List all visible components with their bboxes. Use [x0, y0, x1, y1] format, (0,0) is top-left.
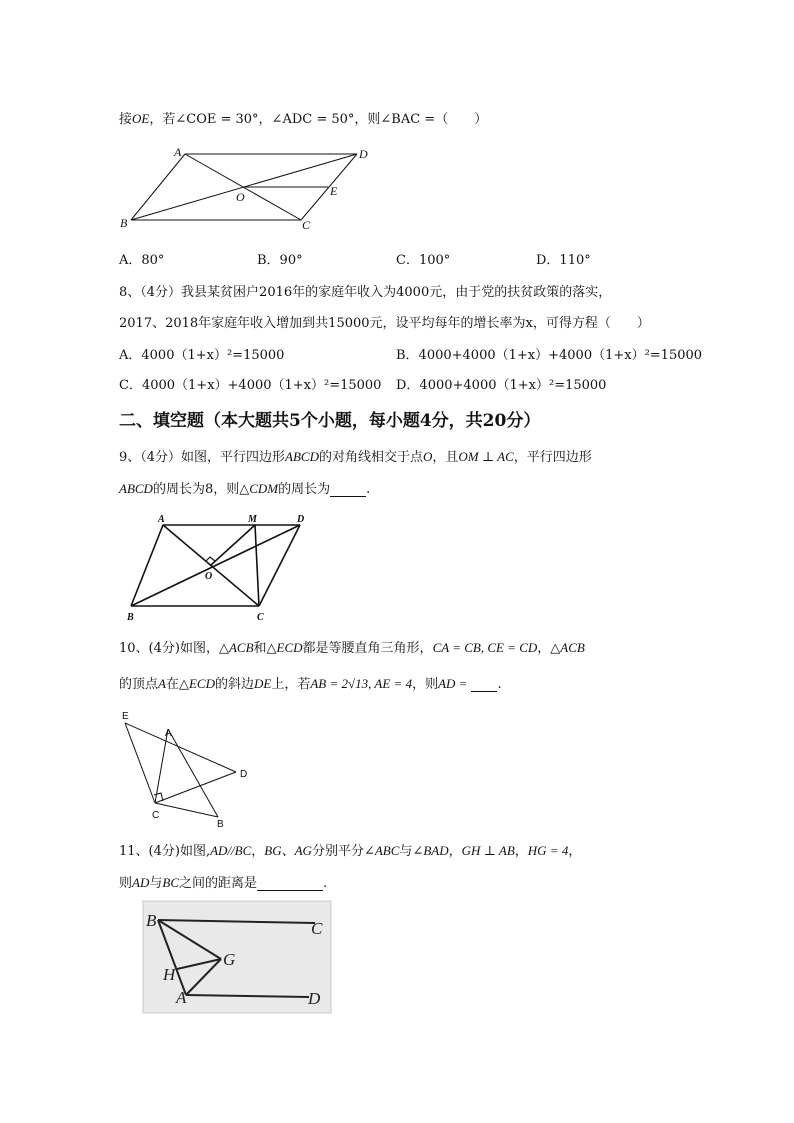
q11-line-1: [119, 840, 581, 859]
q10-text: 10、(4分)如图，: [119, 641, 219, 656]
q10-acb: △ACB: [550, 640, 585, 655]
q7-option-a: A．80°: [119, 253, 165, 268]
q7-option-b: B．90°: [257, 253, 303, 268]
q11-hg: HG = 4: [527, 843, 569, 858]
q11-label-c: C: [311, 919, 323, 938]
q11-text: 之间的距离是: [179, 876, 258, 891]
q7-label-d: D: [359, 147, 368, 161]
q9-text: 的对角线相交于点: [319, 450, 424, 465]
q10-a: A: [158, 676, 166, 691]
q9-abcd: ABCD: [119, 481, 153, 496]
q10-label-b: B: [217, 819, 224, 830]
q11-figure-photo: [143, 901, 331, 1013]
q8-line-1: 8、（4分）我县某贫困户2016年的家庭年收入为4000元，由于党的扶贫政策的落实，: [119, 285, 612, 300]
q10-given: AB = 2√13, AE = 4: [310, 676, 413, 691]
q10-period: .: [497, 677, 502, 692]
q9-line-2: [119, 478, 370, 497]
q11-gh-perp-ab: GH ⊥ AB: [461, 843, 515, 858]
q9-text: ，平行四边形: [513, 450, 592, 465]
q8-option-b: B．4000+4000（1+x）+4000（1+x）²=15000: [396, 348, 703, 363]
q11-bg-ag: BG、AG: [264, 843, 312, 858]
q11-label-g: G: [223, 950, 236, 969]
q11-text: ，: [568, 844, 582, 859]
q10-text: 的顶点: [119, 677, 159, 692]
q7-label-b: B: [120, 216, 128, 230]
q10-text: 的斜边: [214, 677, 254, 692]
q11-text: ，: [251, 844, 265, 859]
q9-line-1: [119, 446, 592, 465]
q11-text: 与: [399, 844, 413, 859]
q8-option-d: D．4000+4000（1+x）²=15000: [396, 378, 607, 393]
q9-label-c: C: [257, 612, 264, 623]
q8-line-2: 2017、2018年家庭年收入增加到共15000元，设平均每年的增长率为x，可得方程（ ）: [119, 316, 650, 331]
q11-text: 11、(4分)如图,: [119, 844, 211, 859]
q10-text: ，则: [412, 677, 439, 692]
q9-text: ，且: [432, 450, 459, 465]
q10-label-a: A: [165, 728, 172, 739]
q10-figure: [116, 708, 256, 832]
q10-equalities: CA = CB, CE = CD: [432, 640, 538, 655]
q11-text: 与: [149, 876, 163, 891]
section-heading: 二、填空题（本大题共5个小题，每小题4分，共20分）: [119, 411, 541, 431]
answer-blank: [257, 890, 323, 891]
q9-label-o: O: [205, 571, 213, 582]
answer-blank: [471, 691, 497, 692]
q10-label-c: C: [152, 810, 160, 821]
q10-text: 上，若: [271, 677, 311, 692]
q9-label-m: M: [248, 514, 257, 525]
q7-label-e: E: [330, 184, 338, 198]
q9-period: .: [366, 482, 371, 497]
q9-text: 的周长为: [278, 482, 331, 497]
q11-text: 则: [119, 876, 133, 891]
q10-line-2: [119, 673, 502, 692]
q9-label-d: D: [297, 514, 305, 525]
q11-ad-parallel-bc: AD//BC: [210, 843, 252, 858]
q7-text: [119, 108, 487, 127]
q11-angle-bad: ∠BAD: [412, 843, 449, 858]
q7-figure: [118, 140, 378, 240]
q11-ad: AD: [132, 875, 150, 890]
q7-oe: OE: [132, 111, 150, 126]
answer-blank: [330, 496, 366, 497]
q11-text: 分别平分: [311, 844, 364, 859]
q11-period: .: [323, 876, 328, 891]
q9-cdm: △CDM: [239, 481, 279, 496]
q11-angle-abc: ∠ABC: [363, 843, 400, 858]
q9-figure: [120, 510, 320, 626]
q9-abcd: ABCD: [285, 449, 319, 464]
q10-line-1: [119, 637, 585, 656]
q7-condition: ，若∠COE = 30°，∠ADC = 50°，则∠BAC =（ ）: [149, 112, 488, 127]
q10-de: DE: [254, 676, 272, 691]
q7-label-c: C: [302, 218, 311, 232]
q10-ecd: △ECD: [266, 640, 303, 655]
q9-label-b: B: [127, 612, 134, 623]
q11-label-h: H: [163, 965, 176, 984]
q10-text: 在: [165, 677, 179, 692]
q10-text: 和: [253, 641, 267, 656]
q8-option-c: C．4000（1+x）+4000（1+x）²=15000: [119, 378, 382, 393]
q11-label-a: A: [176, 988, 187, 1007]
q9-text: 的周长为8，则: [152, 482, 240, 497]
q11-label-d: D: [308, 989, 321, 1008]
q7-label-a: A: [174, 145, 182, 159]
q7-option-c: C．100°: [396, 253, 451, 268]
q11-text: ，: [448, 844, 462, 859]
q10-ecd: △ECD: [178, 676, 215, 691]
q11-bc: BC: [162, 875, 179, 890]
q7-option-d: D．110°: [536, 253, 591, 268]
q9-om-perp-ac: OM ⊥ AC: [458, 449, 514, 464]
q8-option-a: A．4000（1+x）²=15000: [119, 348, 285, 363]
q10-text: 都是等腰直角三角形，: [302, 641, 433, 656]
q10-ad: AD =: [438, 676, 468, 691]
q10-text: ，: [537, 641, 551, 656]
q10-label-d: D: [240, 769, 248, 780]
q7-prefix: 接: [119, 112, 133, 127]
q9-o: O: [423, 449, 433, 464]
q7-label-o: O: [236, 190, 245, 204]
q9-text: 9、（4分）如图，平行四边形: [119, 450, 286, 465]
q10-label-e: E: [122, 711, 129, 722]
q11-line-2: [119, 872, 327, 891]
q11-label-b: B: [146, 911, 157, 930]
q9-label-a: A: [158, 514, 165, 525]
q11-text: ，: [514, 844, 528, 859]
q10-acb: △ACB: [218, 640, 254, 655]
